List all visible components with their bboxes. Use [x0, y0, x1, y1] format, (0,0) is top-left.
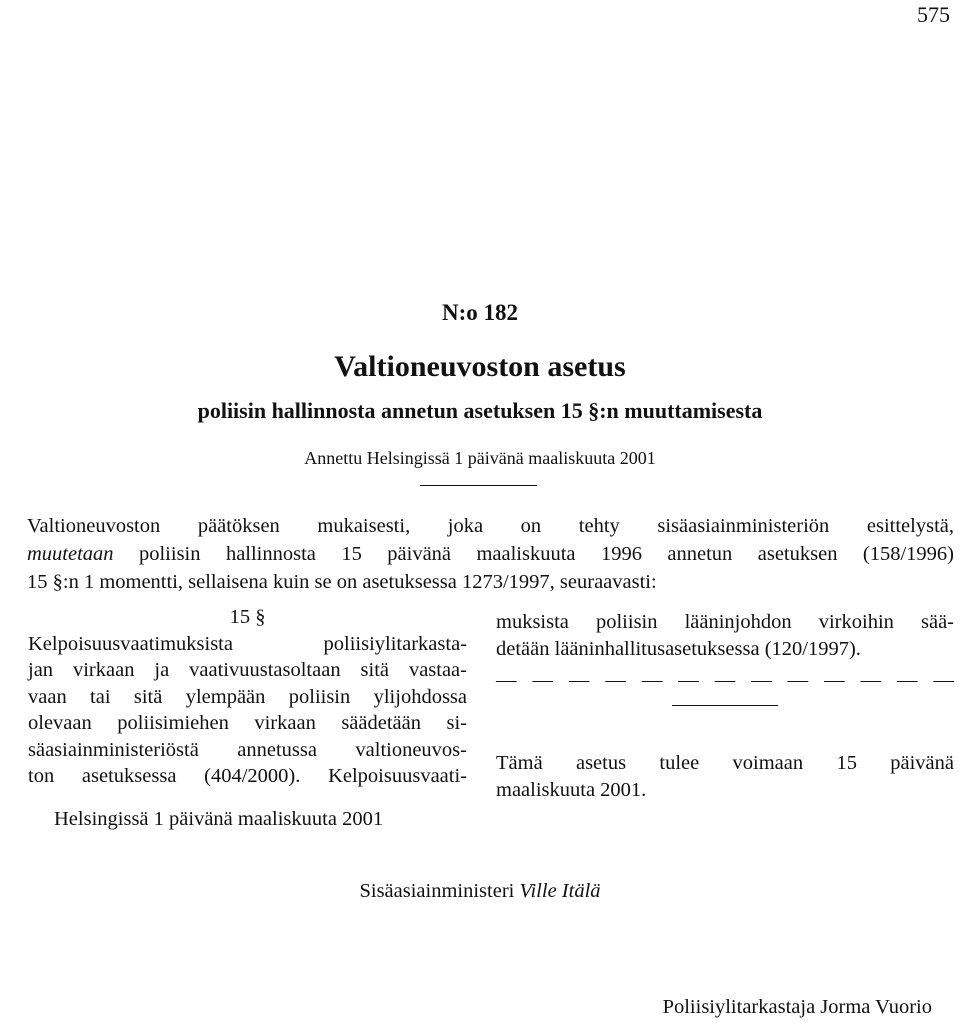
document-subtitle: poliisin hallinnosta annetun asetuksen 15 §:n muuttamisesta	[197, 398, 763, 423]
section-right-column	[496, 609, 954, 803]
intro-line	[27, 540, 954, 568]
section-text-line: muksista poliisin lääninjohdon virkoihin sää-	[496, 611, 954, 633]
countersignature: Poliisiylitarkastaja Jorma Vuorio	[662, 996, 932, 1018]
statute-number: N:o 182	[441, 300, 519, 325]
minister-signature	[0, 880, 960, 903]
issued-date-line: Annettu Helsingissä 1 päivänä maaliskuuta 2001	[304, 448, 656, 468]
entry-into-force-line: maaliskuuta 2001.	[496, 778, 647, 801]
section-text-line: Kelpoisuusvaatimuksista poliisiylitarkasta-	[28, 632, 467, 655]
section-text-line: olevaan poliisimiehen virkaan säädetään si-	[28, 712, 467, 734]
section-left-column	[28, 604, 467, 790]
place-and-date: Helsingissä 1 päivänä maaliskuuta 2001	[54, 808, 384, 830]
section-text-line: jan virkaan ja vaativuustasoltaan sitä vastaa-	[28, 659, 467, 681]
entry-into-force-line: Tämä asetus tulee voimaan 15 päivänä	[496, 752, 954, 774]
document-title: Valtioneuvoston asetus	[334, 350, 626, 383]
intro-line: Valtioneuvoston päätöksen mukaisesti, joka on tehty sisäasiainministeriön esittelystä,	[27, 515, 954, 537]
intro-line: 15 §:n 1 momentti, sellaisena kuin se on asetuksessa 1273/1997, seuraavasti:	[27, 571, 657, 593]
omission-dashes: — — — — — — — — — — — — —	[496, 669, 954, 691]
page-number: 575	[917, 2, 950, 27]
section-text-line: vaan tai sitä ylempään poliisin ylijohdossa	[28, 685, 467, 708]
intro-line-rest: poliisin hallinnosta 15 päivänä maaliskuuta 1996 annetun asetuksen (158/1996)	[113, 543, 954, 565]
minister-title: Sisäasiainministeri	[359, 880, 515, 902]
section-divider	[672, 705, 778, 706]
intro-emphasis: muutetaan	[27, 543, 114, 565]
minister-name: Ville Itälä	[519, 880, 601, 902]
section-text-line: ton asetuksessa (404/2000). Kelpoisuusvaati-	[28, 765, 467, 787]
section-number: 15 §	[229, 606, 266, 628]
section-text-line: säasiainministeriöstä annetussa valtioneuvos-	[28, 738, 467, 761]
section-text-line: detään lääninhallitusasetuksessa (120/1997).	[496, 637, 861, 660]
title-divider	[420, 485, 537, 486]
intro-paragraph	[27, 512, 954, 596]
